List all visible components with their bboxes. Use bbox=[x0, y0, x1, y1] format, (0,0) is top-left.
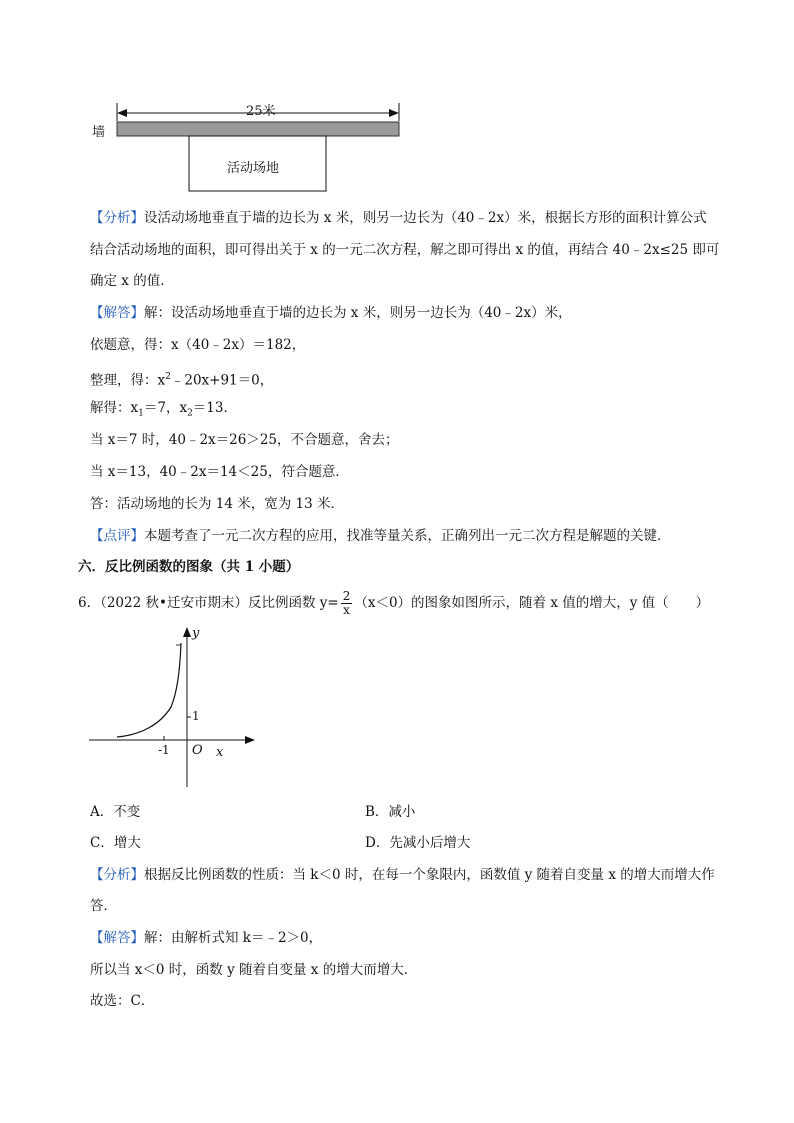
q5-answer-line-7: 答：活动场地的长为 14 米，宽为 13 米． bbox=[90, 496, 345, 512]
q5-analysis-line-3: 确定 x 的值． bbox=[90, 273, 174, 289]
eq-part: 解得：x bbox=[90, 400, 139, 416]
option-a[interactable] bbox=[90, 802, 140, 822]
q5-answer-line-2: 依题意，得：x（40﹣2x）＝182， bbox=[90, 337, 306, 353]
q6-analysis-line-2: 答． bbox=[90, 898, 117, 914]
hyperbola-curve bbox=[117, 643, 181, 737]
section-6-heading: 六．反比例函数的图象（共 1 小题） bbox=[78, 559, 300, 575]
eq-part: ＝7，x bbox=[143, 400, 188, 416]
option-letter: C． bbox=[90, 835, 114, 851]
dimension-right-arrow bbox=[389, 109, 399, 117]
graph-tick-x-label: -1 bbox=[158, 743, 170, 757]
q6-stem-post: （x＜0）的图象如图所示，随着 x 值的增大，y 值（ ） bbox=[354, 595, 710, 611]
q6-answer-line-2: 所以当 x＜0 时，函数 y 随着自变量 x 的增大而增大． bbox=[90, 962, 418, 978]
q6-stem-pre: 6．（2022 秋•迁安市期末）反比例函数 y= bbox=[78, 595, 339, 611]
fraction-numerator: 2 bbox=[342, 589, 351, 603]
option-text: 先减小后增大 bbox=[389, 835, 471, 851]
analysis-tag: 【分析】 bbox=[90, 867, 144, 883]
q5-answer-line-4 bbox=[90, 398, 237, 424]
q5-answer-line-1 bbox=[90, 303, 572, 323]
dimension-left-arrow bbox=[117, 109, 127, 117]
length-label: 25米 bbox=[246, 104, 276, 119]
eq-part: ＝13． bbox=[192, 400, 237, 416]
answer-tag: 【解答】 bbox=[90, 305, 144, 321]
q5-answer-text-1: 解：设活动场地垂直于墙的边长为 x 米，则另一边长为（40﹣2x）米， bbox=[144, 305, 572, 321]
graph-y-label: y bbox=[192, 626, 200, 641]
wall-bar bbox=[117, 122, 399, 136]
q6-analysis-text-1: 根据反比例函数的性质：当 k＜0 时，在每一个象限内，函数值 y 随着自变量 x 的增大而增大作 bbox=[144, 867, 715, 883]
option-text: 不变 bbox=[113, 804, 141, 820]
eq-sub: 2 bbox=[187, 408, 193, 419]
option-letter: A． bbox=[90, 804, 114, 820]
wall-label: 墙 bbox=[92, 125, 106, 140]
option-b[interactable] bbox=[365, 802, 415, 822]
q5-answer-line-6: 当 x＝13，40﹣2x＝14＜25，符合题意． bbox=[90, 464, 349, 480]
graph-tick-y-label: 1 bbox=[192, 709, 200, 723]
y-axis-arrow bbox=[183, 627, 191, 637]
option-text: 减小 bbox=[388, 804, 416, 820]
q5-analysis-text-1: 设活动场地垂直于墙的边长为 x 米，则另一边长为（40﹣2x）米，根据长方形的面积计算公式 bbox=[144, 210, 707, 226]
option-d[interactable] bbox=[365, 833, 470, 853]
q5-analysis-line-2: 结合活动场地的面积，即可得出关于 x 的一元二次方程，解之即可得出 x 的值，再结合 40﹣2x≤25 即可 bbox=[90, 242, 720, 258]
field-label: 活动场地 bbox=[227, 161, 280, 176]
fraction bbox=[341, 590, 353, 617]
q5-answer-line-5: 当 x＝7 时，40﹣2x＝26＞25，不合题意，舍去； bbox=[90, 432, 399, 448]
option-letter: B． bbox=[365, 804, 389, 820]
q6-answer-line-1 bbox=[90, 928, 322, 948]
q6-answer-text-1: 解：由解析式知 k＝﹣2＞0， bbox=[144, 930, 323, 946]
q5-answer-line-3 bbox=[90, 367, 273, 391]
graph-origin-label: O bbox=[192, 743, 203, 758]
eq-sub: 1 bbox=[138, 408, 144, 419]
q5-comment-text: 本题考查了一元二次方程的应用，找准等量关系，正确列出一元二次方程是解题的关键． bbox=[144, 528, 671, 544]
q6-answer-line-3: 故选：C． bbox=[90, 993, 155, 1009]
eq-part: ﹣20x+91＝0， bbox=[170, 372, 274, 389]
analysis-tag: 【分析】 bbox=[90, 210, 144, 226]
answer-tag: 【解答】 bbox=[90, 930, 144, 946]
fraction-denominator: x bbox=[343, 603, 350, 617]
q6-stem bbox=[78, 588, 709, 618]
hyperbola-graph bbox=[85, 625, 255, 790]
option-c[interactable] bbox=[90, 833, 141, 853]
q5-analysis-line-1 bbox=[90, 208, 707, 228]
q6-analysis-line-1 bbox=[90, 865, 715, 885]
option-letter: D． bbox=[365, 835, 390, 851]
option-text: 增大 bbox=[113, 835, 141, 851]
eq-sup: 2 bbox=[165, 372, 171, 382]
eq-part: 整理，得：x bbox=[90, 372, 166, 389]
comment-tag: 【点评】 bbox=[90, 528, 144, 544]
x-axis-arrow bbox=[245, 736, 255, 744]
q5-comment bbox=[90, 526, 671, 546]
graph-x-label: x bbox=[216, 745, 224, 760]
